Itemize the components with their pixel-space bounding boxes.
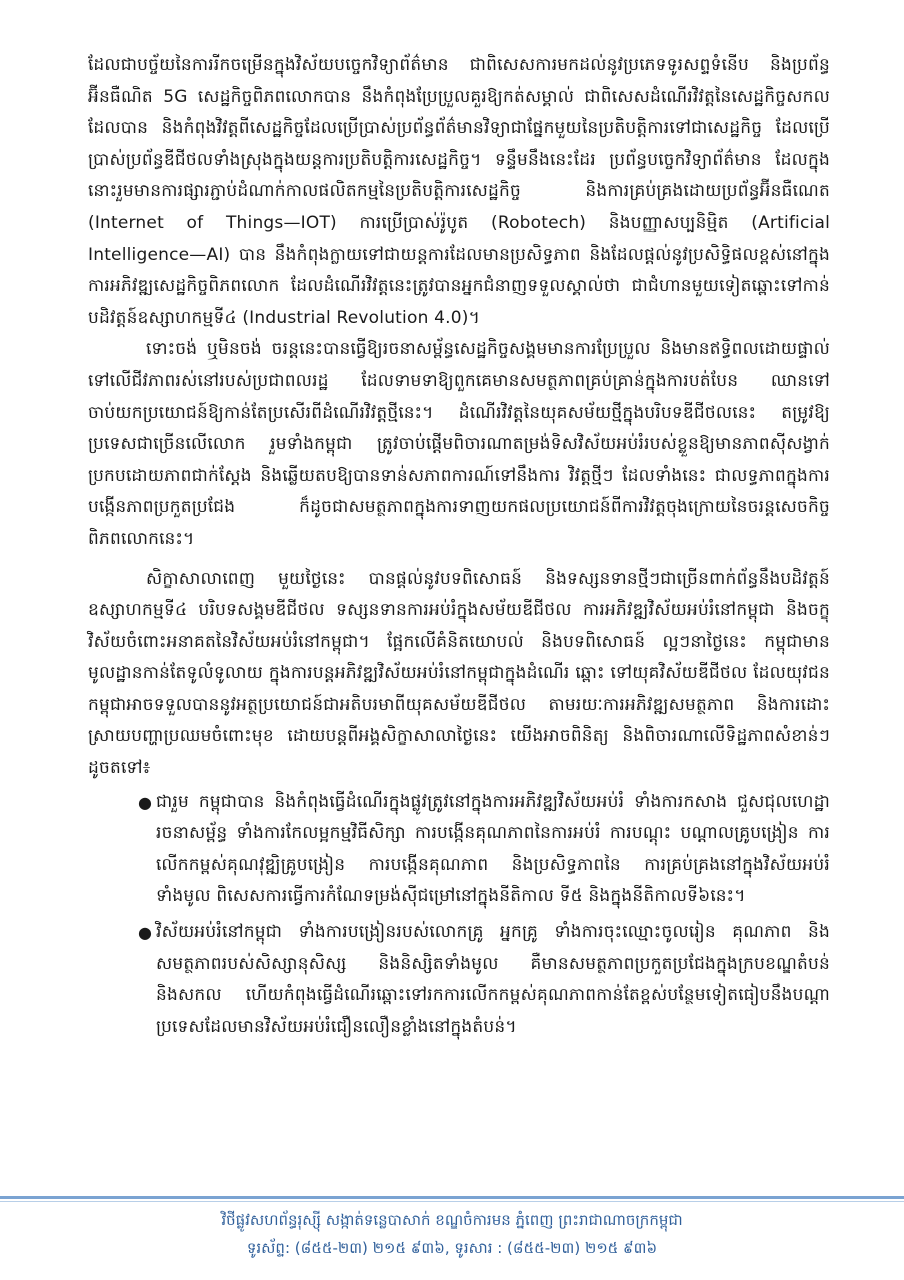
footer-address: វិថីផ្លូវសហព័ន្ធរុស្ស៊ី សង្កាត់ទន្លេបាសាក់ ខណ្ឌចំការមន ភ្នំពេញ ព្រះរាជាណាចក្រកម្ពុជា <box>221 1211 683 1229</box>
paragraph-2: ទោះចង់ ឬមិនចង់ ចរន្តនេះបានធ្វើឱ្យរចនាសម្ព័ន្ធសេដ្ឋកិច្ចសង្គមមានការប្រែប្រួល និងមានឥទ្ធិពលដោយផ្ទាល់ទៅលើជីវភាពរស់នៅរបស់ប្រជាពលរដ្ឋ ដែលទាមទាឱ្យពួកគេមានសមត្ថភាពគ្រប់គ្រាន់ក្នុងការបត់បែន ឈានទៅចាប់យកប្រយោជន៍ឱ្យកាន់តែប្រសើរពីដំណើរវិវត្តថ្មីនេះ។ ដំណើរវិវត្តនៃយុគសម័យថ្មីក្នុងបរិបទឌីជីថលនេះ តម្រូវឱ្យប្រទេសជាច្រើនលើលោក រួមទាំងកម្ពុជា ត្រូវចាប់ផ្តើមពិចារណាតម្រង់ទិសវិស័យអប់រំរបស់ខ្លួនឱ្យមានភាពស៊ីសង្វាក់ ប្រកបដោយភាពជាក់ស្តែង និងឆ្លើយតបឱ្យបានទាន់សភាពការណ៍ទៅនឹងការ វិវត្តថ្មីៗ ដែលទាំងនេះ ជាលទ្ធភាពក្នុងការបង្កើនភាពប្រកួតប្រជែង ក៏ដូចជាសមត្ថភាពក្នុងការទាញយកផលប្រយោជន៍ពីការវិវត្តចុងក្រោយនៃចរន្តសេចកិច្ចពិភពលោកនេះ។ <box>88 339 830 549</box>
bullet-text-2: វិស័យអប់រំនៅកម្ពុជា ទាំងការបង្រៀនរបស់លោកគ្រូ អ្នកគ្រូ ទាំងការចុះឈ្មោះចូលរៀន គុណភាព និងសមត្ថភាពរបស់សិស្សានុសិស្ស និងនិស្សិតទាំងមូល គឺមានសមត្ថភាពប្រកួតប្រជែងក្នុងក្របខណ្ឌតំបន់និងសកល ហើយកំពុងធ្វើដំណើរឆ្ពោះទៅរកការលើកកម្ពស់គុណភាពកាន់តែខ្ពស់បន្ថែមទៀតធៀបនឹងបណ្តាប្រទេសដែលមានវិស័យអប់រំជឿនលឿនខ្លាំងនៅក្នុងតំបន់។ <box>156 922 830 1037</box>
bullet-item-2 <box>138 917 830 1043</box>
footer <box>0 1206 904 1262</box>
footer-divider <box>0 1196 904 1199</box>
bullet-icon: ● <box>138 792 153 812</box>
bullet-item-1 <box>138 787 830 913</box>
bullet-text-1: ជារួម កម្ពុជាបាន និងកំពុងធ្វើដំណើរក្នុងផ្លូវត្រូវនៅក្នុងការអភិវឌ្ឍវិស័យអប់រំ ទាំងការកសាង ជួសជុលហេដ្ឋារចនាសម្ព័ន្ធ ទាំងការកែលម្អកម្មវិធីសិក្សា ការបង្កើនគុណភាពនៃការអប់រំ ការបណ្តុះ បណ្តាលគ្រូបង្រៀន ការលើកកម្ពស់គុណវុឌ្ឍិគ្រូបង្រៀន ការបង្កើនគុណភាព និងប្រសិទ្ធភាពនៃ ការគ្រប់គ្រងនៅក្នុងវិស័យអប់រំទាំងមូល ពិសេសការធ្វើការកំណែទម្រង់ស៊ីជម្រៅនៅក្នុងនីតិកាល ទី៥ និងក្នុងនីតិកាលទី៦នេះ។ <box>156 791 830 907</box>
paragraph-3: សិក្ខាសាលាពេញ មួយថ្ងៃនេះ បានផ្តល់នូវបទពិសោធន៍ និងទស្សនទានថ្មីៗជាច្រើនពាក់ព័ន្ធនឹងបដិវត្តន៍ឧស្សាហកម្មទី៤ បរិបទសង្គមឌីជីថល ទស្សនទានការអប់រំក្នុងសម័យឌីជីថល ការអភិវឌ្ឍវិស័យអប់រំនៅកម្ពុជា និងចក្ខុវិស័យចំពោះអនាគតនៃវិស័យអប់រំនៅកម្ពុជា។ ផ្អែកលើគំនិតយោបល់ និងបទពិសោធន៍ ល្អៗនាថ្ងៃនេះ កម្ពុជាមានមូលដ្ឋានកាន់តែទូលំទូលាយ ក្នុងការបន្តអភិវឌ្ឍវិស័យអប់រំនៅកម្ពុជាក្នុងដំណើរ ឆ្ពោះ ទៅយុគវិស័យឌីជីថល ដែលយុវជនកម្ពុជាអាចទទួលបាននូវអត្ថប្រយោជន៍ជាអតិបរមាពីយុគសម័យឌីជីថល តាមរយៈការអភិវឌ្ឍសមត្ថភាព និងការដោះស្រាយបញ្ហាប្រឈមចំពោះមុខ ដោយបន្តពីអង្គសិក្ខាសាលាថ្ងៃនេះ យើងអាចពិនិត្យ និងពិចារណាលើទិដ្ឋភាពសំខាន់ៗដូចតទៅ៖ <box>88 568 830 779</box>
footer-divider-thin <box>0 1201 904 1202</box>
footer-phone: ទូរស័ព្ទ: (៨៥៥-២៣) ២១៥ ៩៣៦, ទូរសារ : (៨៥៥-២៣) ២១៥ ៩៣៦ <box>246 1239 658 1257</box>
bullet-icon: ● <box>138 923 153 943</box>
bullet-list <box>88 787 830 1044</box>
document-body <box>88 50 830 1043</box>
paragraph-1: ដែលជាបច្ច័យនៃការរីកចម្រើនក្នុងវិស័យបច្ចេកវិទ្យាព័ត៌មាន ជាពិសេសការមកដល់នូវប្រភេទទូរសព្ទទំនើប និងប្រព័ន្ធអ៊ីនធឺណិត 5G សេដ្ឋកិច្ចពិភពលោកបាន នឹងកំពុងប្រែប្រួលគួរឱ្យកត់សម្គាល់ ជាពិសេសដំណើរវិវត្តនៃសេដ្ឋកិច្ចសកលដែលបាន និងកំពុងវិវត្តពីសេដ្ឋកិច្ចដែលប្រើប្រាស់ប្រព័ន្ធព័ត៌មានវិទ្យាជាផ្នែកមួយនៃប្រតិបត្តិការទៅជាសេដ្ឋកិច្ច ដែលប្រើប្រាស់ប្រព័ន្ធឌីជីថលទាំងស្រុងក្នុងយន្តការប្រតិបត្តិការសេដ្ឋកិច្ច។ ទន្ទឹមនឹងនេះដែរ ប្រព័ន្ធបច្ចេកវិទ្យាព័ត៌មាន ដែលក្នុងនោះរួមមានការផ្សារភ្ជាប់ដំណាក់កាលផលិតកម្មនៃប្រតិបត្តិការសេដ្ឋកិច្ច និងការគ្រប់គ្រងដោយប្រព័ន្ធអ៊ីនធឺណេត (Internet of Things—IOT) ការប្រើប្រាស់រ៉ូបូត (Robotech) និងបញ្ញាសប្បនិម្មិត (Artificial Intelligence—AI) បាន នឹងកំពុងក្លាយទៅជាយន្តការដែលមានប្រសិទ្ធភាព និងដែលផ្តល់នូវប្រសិទ្ធិផលខ្ពស់នៅក្នុងការអភិវឌ្ឍសេដ្ឋកិច្ចពិភពលោក ដែលដំណើរវិវត្តនេះត្រូវបានអ្នកជំនាញទទួលស្គាល់ថា ជាជំហានមួយទៀតឆ្ពោះទៅកាន់បដិវត្តន៍ឧស្សាហកម្មទី៤ (Industrial Revolution 4.0)។ <box>88 55 830 328</box>
